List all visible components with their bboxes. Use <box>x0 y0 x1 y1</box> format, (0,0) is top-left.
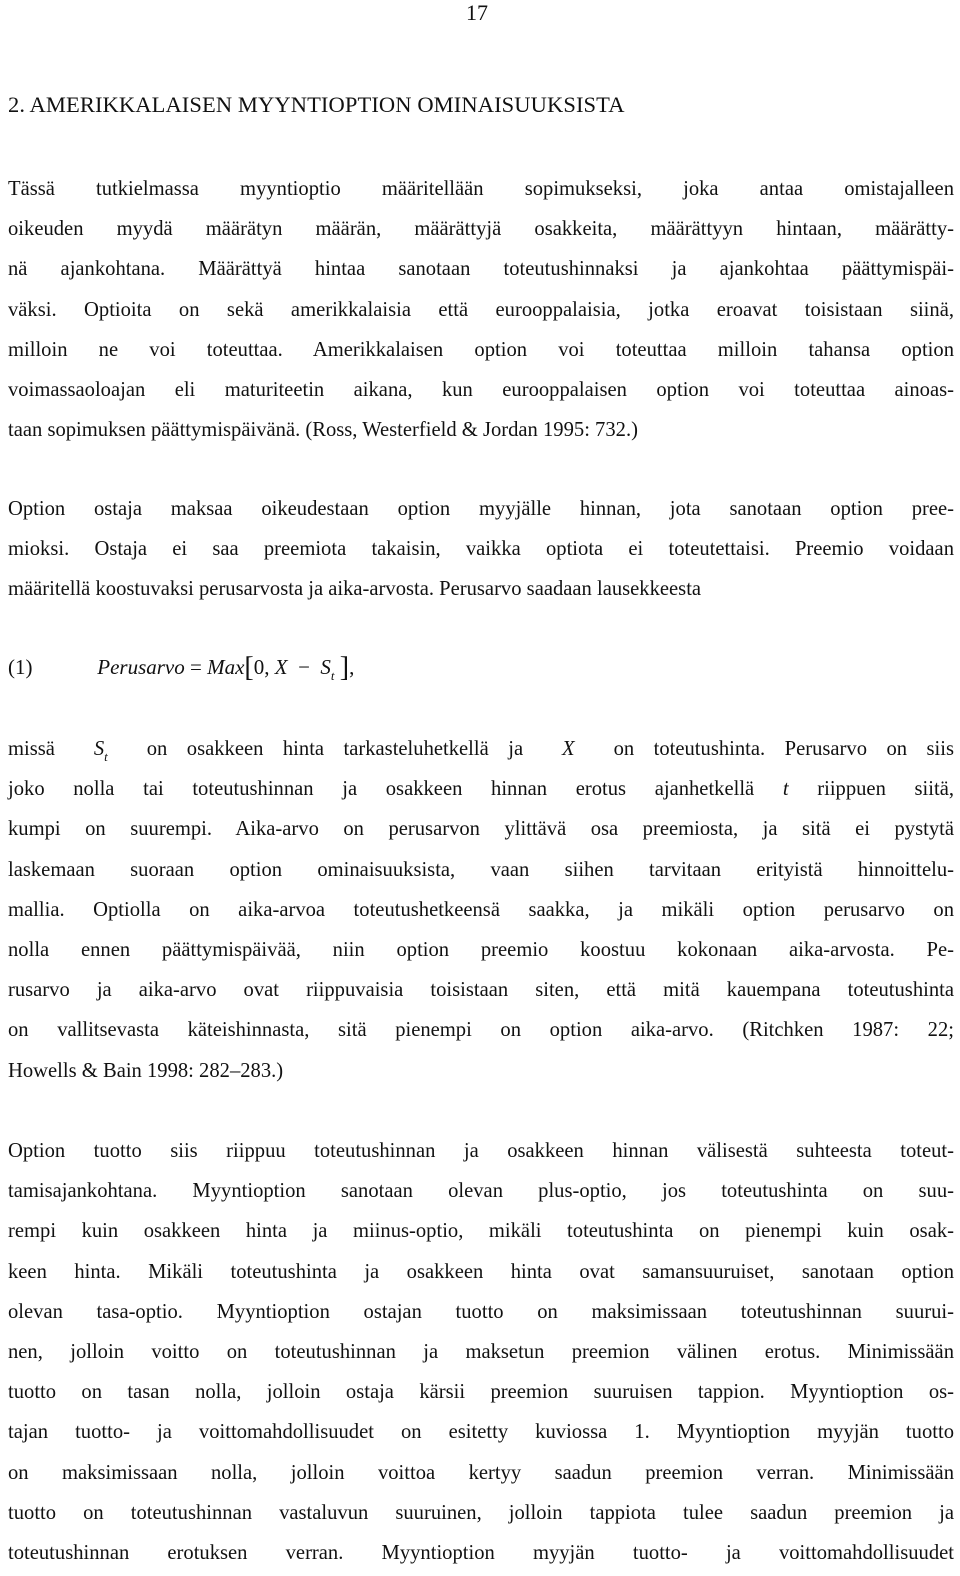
formula-subscript-t: t <box>330 668 335 683</box>
text-line: mioksi. Ostaja ei saa preemiota takaisin, vaikka optiota ei toteutettaisi. Preemio voidaan <box>8 538 954 561</box>
paragraph-intrinsic-time-value <box>8 729 954 1091</box>
text-line: laskemaan suoraan option ominaisuuksista, vaan siihen tarvitaan erityistä hinnoittelu- <box>8 858 954 881</box>
formula-close-bracket: ] <box>339 652 350 683</box>
text-line: nen, jolloin voitto on toteutushinnan ja maksetun preemion välinen erotus. Minimissään <box>8 1340 954 1363</box>
paragraph-premium <box>8 489 954 610</box>
text-line: tamisajankohtana. Myyntioption sanotaan olevan plus-optio, jos toteutushinta on suu- <box>8 1180 954 1203</box>
text-line: voimassaoloajan eli maturiteetin aikana, kun eurooppalaisen option voi toteuttaa ainoas- <box>8 378 954 401</box>
formula-open-bracket: [ <box>244 652 254 683</box>
text-line: määritellä koostuvaksi perusarvosta ja aika-arvosta. Perusarvo saadaan lausekkeesta <box>8 578 702 601</box>
formula-comma: , <box>349 655 355 679</box>
text-line: nä ajankohtana. Määrättyä hintaa sanotaan toteutushinnaksi ja ajankohtaa päättymispäi- <box>8 258 954 281</box>
text-line: kumpi on suurempi. Aika-arvo on perusarvon ylittävä osa preemiosta, ja sitä ei pystytä <box>8 818 954 841</box>
formula-zero: 0, <box>253 655 270 679</box>
formula-lhs: Perusarvo <box>97 655 185 679</box>
text-line: mallia. Optiolla on aika-arvoa toteutushetkeensä saakka, ja mikäli option perusarvo on <box>8 898 954 921</box>
math-x: X <box>562 738 575 760</box>
formula-minus: − <box>298 655 310 679</box>
text-line: keen hinta. Mikäli toteutushinta ja osakkeen hinta ovat samansuuruiset, sanotaan option <box>8 1260 954 1283</box>
text-line: olevan tasa-optio. Myyntioption ostajan tuotto on maksimissaan toteutushinnan suurui- <box>8 1300 954 1323</box>
text-line: missä $S_t$ on osakkeen hinta tarkasteluhetkellä ja X on toteutushinta. Perusarvo on siis <box>8 738 954 764</box>
math-s: S <box>93 738 105 760</box>
math-subscript-t: t <box>104 749 108 764</box>
text-line: väksi. Optioita on sekä amerikkalaisia että eurooppalaisia, jotka eroavat toisistaan siinä, <box>8 298 954 321</box>
text-line: on vallitsevasta käteishinnasta, sitä pienempi on option aika-arvo. (Ritchken 1987: 22; <box>8 1019 954 1042</box>
text-line: Tässä tutkielmassa myyntioptio määritellään sopimukseksi, joka antaa omistajalleen <box>8 178 954 200</box>
text-line: milloin ne voi toteuttaa. Amerikkalaisen option voi toteuttaa milloin tahansa option <box>8 338 954 361</box>
text-line: tajan tuotto- ja voittomahdollisuudet on esitetty kuviossa 1. Myyntioption myyjän tuotto <box>8 1421 954 1444</box>
formula-intrinsic-value <box>8 647 354 696</box>
text-line: nolla ennen päättymispäivää, niin option preemio koostuu kokonaan aika-arvosta. Pe- <box>8 938 954 961</box>
text-line: on maksimissaan nolla, jolloin voittoa kertyy saadun preemion verran. Minimissään <box>8 1461 954 1484</box>
text-line: rusarvo ja aika-arvo ovat riippuvaisia toisistaan siten, että mitä kauempana toteutushinta <box>8 979 954 1002</box>
text-line: tuotto on tasan nolla, jolloin ostaja kärsii preemion suuruisen tappion. Myyntioption os- <box>8 1381 954 1404</box>
formula-equals: = <box>190 655 202 679</box>
text-line: Howells & Bain 1998: 282–283.) <box>8 1059 284 1082</box>
text-line: toteutushinnan erotuksen verran. Myyntioption myyjän tuotto- ja voittomahdollisuudet <box>8 1541 954 1564</box>
text-line: taan sopimuksen päättymispäivänä. (Ross, Westerfield & Jordan 1995: 732.) <box>8 419 638 442</box>
formula-x: X <box>274 655 288 679</box>
page-number: 17 <box>466 0 488 25</box>
text-line: oikeuden myydä määrätyn määrän, määrättyjä osakkeita, määrättyyn hintaan, määrätty- <box>8 218 954 241</box>
text-line: Option tuotto siis riippuu toteutushinnan ja osakkeen hinnan välisestä suhteesta toteut- <box>8 1140 954 1162</box>
text-line: tuotto on toteutushinnan vastaluvun suuruinen, jolloin tappiota tulee saadun preemion ja <box>8 1501 954 1524</box>
text-line: rempi kuin osakkeen hinta ja miinus-optio, mikäli toteutushinta on pienempi kuin osak- <box>8 1220 954 1243</box>
section-heading: 2. AMERIKKALAISEN MYYNTIOPTION OMINAISUUKSISTA <box>8 92 625 117</box>
formula-s: S <box>320 655 331 679</box>
paragraph-definition <box>8 169 954 450</box>
text-line: Option ostaja maksaa oikeudestaan option myyjälle hinnan, jota sanotaan option pree- <box>8 498 954 520</box>
formula-max: Max <box>207 655 245 679</box>
math-t: t <box>782 778 789 801</box>
formula-number: (1) <box>8 655 33 679</box>
paragraph-returns <box>8 1131 954 1573</box>
text-line: joko nolla tai toteutushinnan ja osakkeen hinnan erotus ajanhetkellä t riippuen siitä, <box>8 778 954 801</box>
